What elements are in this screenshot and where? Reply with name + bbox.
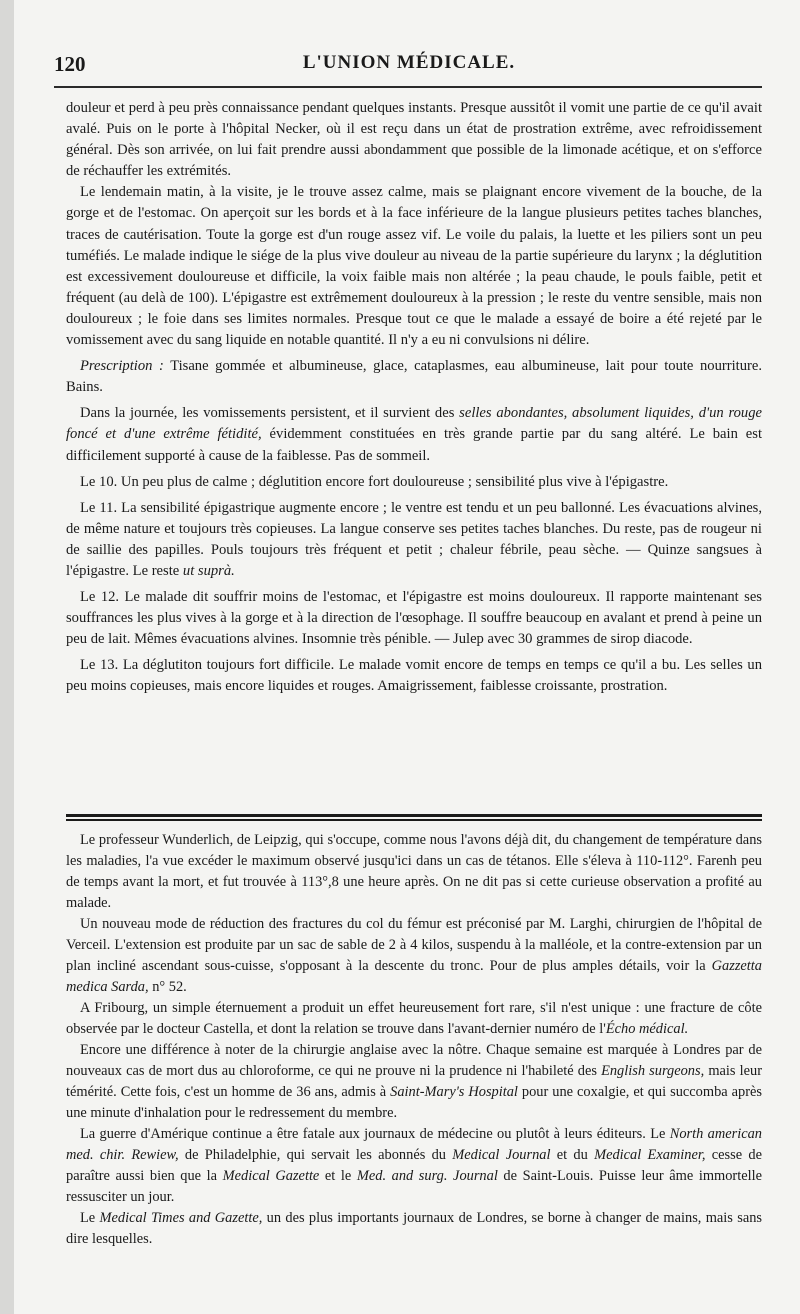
page-header	[54, 52, 764, 80]
italic-run: selles abondantes, absolument liquides, d'un rouge foncé et d'une extrême fétidité,	[66, 405, 762, 443]
news-notes	[66, 830, 762, 1250]
header-rule	[54, 86, 762, 88]
section-divider	[66, 814, 762, 821]
text-run: cesse de paraître aussi bien que la	[66, 1147, 762, 1184]
italic-run: Medical Examiner,	[594, 1147, 706, 1163]
page-number: 120	[54, 52, 86, 76]
note-paragraph: Le professeur Wunderlich, de Leipzig, qui s'occupe, comme nous l'avons déjà dit, du changement de température dans les maladies, l'a vue excéder le maximum observé jusqu'ici dans un cas de tétanos. Elle s'éleva à 110-112°. Farenh peu de temps avant la mort, et fut trouvée à 113°,8 une heure après. On ne dit pas si cette curieuse observation a profité au malade.	[66, 832, 762, 911]
text-run: de Saint-Louis. Puisse leur âme immortelle ressusciter un jour.	[66, 1168, 762, 1205]
note-paragraph	[66, 998, 762, 1040]
text-run: mais leur témérité. Cette fois, c'est un homme de 36 ans, admis à	[66, 1063, 763, 1100]
text-run: La guerre d'Amérique continue a être fatale aux journaux de médecine ou plutôt à leurs éditeurs. Le	[80, 1126, 670, 1142]
text-run: un des plus importants journaux de Londres, se borne à changer de mains, mais sans dire lesquelles.	[66, 1210, 762, 1247]
text-run: A Fribourg, un simple éternuement a produit un effet heureusement fort rare, s'il n'est unique : une fracture de côte observée par le docteur Castella, et dont la relation se trouve dans l'avant-dernier numéro de l'	[66, 1000, 762, 1037]
italic-run: Med. and surg. Journal	[356, 1168, 498, 1184]
paragraph	[66, 498, 762, 582]
italic-run: Écho médical.	[605, 1021, 689, 1037]
text-run: n° 52.	[148, 979, 187, 995]
text-run: Le	[80, 1210, 100, 1226]
running-title: L'UNION MÉDICALE.	[302, 52, 516, 73]
paragraph: Le 12. Le malade dit souffrir moins de l'estomac, et l'épigastre est moins douloureux. Il rapporte maintenant ses souffrances les plus vives à la gorge et à la direction de l'œsophage. Il souffre beaucoup en avalant et prend à peine un peu de lait. Mêmes évacuations alvines. Insomnie très pénible. — Julep avec 30 grammes de sirop diacode.	[66, 589, 762, 648]
italic-run: Medical Journal	[452, 1147, 551, 1163]
italic-run: North american med. chir. Rewiew,	[66, 1126, 762, 1163]
text-run: Dans la journée, les vomissements persistent, et il survient des	[80, 405, 460, 422]
italic-run: Gazzetta medica Sarda,	[66, 958, 762, 995]
paragraph: Le lendemain matin, à la visite, je le trouve assez calme, mais se plaignant encore vivement de la bouche, de la gorge et de l'estomac. On aperçoit sur les bords et à la face inférieure de la langue plusieurs petites taches blanches, traces de cautérisation. Toute la gorge est d'un rouge assez vif. Le voile du palais, la luette et les piliers sont un peu tuméfiés. Le malade indique le siége de la plus vive douleur au niveau de la partie supérieure du larynx ; la déglutition est excessivement douloureuse et difficile, la voix faible mais non altérée ; la peau chaude, le pouls faible, petit et fréquent (au delà de 100). L'épigastre est extrêmement douloureux à la pression ; le reste du ventre sensible, mais non douloureux ; le foie dans ses limites normales. Presque tout ce que le malade a essayé de boire a été rejeté par le vomissement avec du sang liquide en notable quantité. Il n'y a eu ni convulsions ni délire.	[66, 184, 762, 349]
text-run: et du	[550, 1147, 595, 1163]
text-run: et le	[319, 1168, 357, 1184]
note-paragraph	[66, 914, 762, 998]
text-run: pour une coxalgie, et qui succomba après une minute d'inhalation pour le redressement du membre.	[66, 1084, 762, 1121]
text-run: Un nouveau mode de réduction des fractures du col du fémur est préconisé par M. Larghi, chirurgien de l'hôpital de Verceil. L'extension est produite par un sac de sable de 2 à 4 kilos, suspendu à la malléole, et la contre-extension par un plan incliné ascendant sous-cuisse, s'opposant à la descente du tronc. Pour de plus amples détails, voir la	[66, 916, 762, 974]
prescription-label: Prescription :	[80, 358, 164, 375]
note-paragraph	[66, 1124, 762, 1208]
italic-run: ut suprà.	[182, 562, 235, 579]
paragraph	[66, 403, 762, 466]
paragraph: Le 10. Un peu plus de calme ; déglutition encore fort douloureuse ; sensibilité plus vive à l'épigastre.	[80, 473, 669, 490]
text-run: de Philadelphie, qui servait les abonnés du	[178, 1147, 453, 1163]
italic-run: Medical Gazette	[222, 1168, 320, 1184]
italic-run: English surgeons,	[601, 1063, 705, 1079]
italic-run: Saint-Mary's Hospital	[390, 1084, 518, 1100]
note-paragraph	[66, 1040, 762, 1124]
text-run: évidemment constituées en très grande partie par du sang altéré. Le bain est difficilement supporté à cause de la faiblesse. Pas de sommeil.	[66, 426, 762, 464]
text-run: Encore une différence à noter de la chirurgie anglaise avec la nôtre. Chaque semaine est marquée à Londres par de nouveaux cas de mort dus au chloroforme, ce qui ne prouve ni la prudence ni l'habileté des	[66, 1042, 762, 1079]
note-paragraph	[66, 1208, 762, 1250]
paragraph: Le 13. La déglutiton toujours fort difficile. Le malade vomit encore de temps en temps ce qu'il a bu. Les selles un peu moins copieuses, mais encore liquides et rouges. Amaigrissement, faiblesse croissante, prostration.	[66, 657, 762, 695]
prescription-paragraph	[66, 356, 762, 398]
prescription-text: Tisane gommée et albumineuse, glace, cataplasmes, eau albumineuse, lait pour toute nourriture. Bains.	[66, 358, 762, 396]
paragraph: douleur et perd à peu près connaissance pendant quelques instants. Presque aussitôt il vomit une partie de ce qu'il avait avalé. Puis on le porte à l'hôpital Necker, où il est reçu dans un état de prostration extrême, avec refroidissement général. Dès son arrivée, on lui fait prendre aussi abondamment que possible de la limonade acétique, et on s'efforce de réchauffer les extrémités.	[66, 100, 762, 180]
text-run: Le 11. La sensibilité épigastrique augmente encore ; le ventre est tendu et un peu ballonné. Les évacuations alvines, de même nature et toujours très copieuses. La langue conserve ses petites taches blanches. Du reste, pas de rougeur ni de saillie des papilles. Pouls toujours très fréquent et petit ; chaleur fébrile, peau sèche. — Quinze sangsues à l'épigastre. Le reste	[66, 499, 762, 579]
italic-run: Medical Times and Gazette,	[99, 1210, 263, 1226]
case-report	[66, 98, 762, 698]
